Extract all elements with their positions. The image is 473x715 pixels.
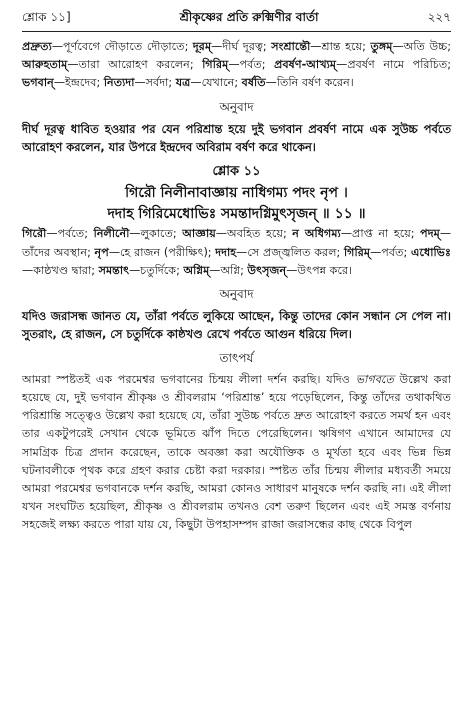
gloss-meaning: তাঁদের অবস্থান; xyxy=(22,245,95,259)
gloss-term: প্রবর্ষণ-আখ্যম্ xyxy=(274,58,337,72)
gloss-term: বর্ষতি xyxy=(241,76,266,90)
gloss-meaning: ইন্দ্রদেব; xyxy=(65,76,104,90)
gloss-meaning: দীর্ঘ দূরত্ব; xyxy=(222,40,272,53)
gloss-meaning: প্রাপ্ত না হয়ে; xyxy=(352,227,421,241)
header-verse-ref: শ্লোক ১১] xyxy=(22,10,71,24)
page-body xyxy=(22,38,451,535)
verse-heading: শ্লোক ১১ xyxy=(212,164,261,180)
gloss-term: উৎসৃজন্ xyxy=(247,263,287,277)
gloss-term: ন অধিগম্য xyxy=(292,227,341,241)
gloss-term: নিত্যদা xyxy=(103,76,135,90)
gloss-meaning: লুকাতে; xyxy=(140,227,183,241)
translation-heading-2: অনুবাদ xyxy=(219,287,254,302)
gloss-meaning: প্রবর্ষণ নামে পরিচিত; xyxy=(347,58,451,72)
gloss-term: প্রদ্রুত্য xyxy=(22,40,52,53)
gloss-meaning: কাষ্ঠখণ্ড দ্বারা; xyxy=(33,263,99,277)
gloss-term: যত্র xyxy=(175,76,191,90)
gloss-term: ভগবান্ xyxy=(22,76,54,90)
purport-text xyxy=(22,371,451,535)
gloss-meaning: অবহিত হয়ে; xyxy=(227,227,293,241)
word-for-word-1: প্রদ্রুত্য—পূর্ণবেগে দৌড়াতে দৌড়াতে; দূরম্—দীর্ঘ দূরত্ব; সংশ্রান্তৌ—শ্রান্ত হয়ে; তুঙ্গম্—অতি উচ্চ; আরুহতাম্—তারা আরোহণ করলেন; গিরিম্—পর্বত; প্রবর্ষণ-আখ্যম্—প্রবর্ষণ নামে পরিচিত; ভগবান্—ইন্দ্রদেব; নিত্যদা—সর্বদা; যত্র—যেখানে; বর্ষতি—তিনি বর্ষণ করেন। xyxy=(22,40,451,90)
page-header xyxy=(22,8,451,30)
gloss-term: গিরৌ xyxy=(22,227,47,241)
gloss-term: এধোভিঃ xyxy=(410,245,451,259)
gloss-term: নৃপ xyxy=(94,245,109,259)
gloss-term: তুঙ্গম্ xyxy=(370,40,393,53)
translation-text-1: দীর্ঘ দূরত্ব ধাবিত হওয়ার পর যেন পরিশ্রান্ত হয়ে দুই ভগবান প্রবর্ষণ নামে এক সুউচ্চ পর্বতে আরোহণ করলেন, যার উপরে ইন্দ্রদেব অবিরাম বর্ষণ করে থাকেন। xyxy=(22,121,451,155)
gloss-meaning: উৎপন্ন করে। xyxy=(297,263,353,277)
gloss-term: আজ্ঞায় xyxy=(182,227,216,241)
word-for-word-2: গিরৌ—পর্বতে; নিলীনৌ—লুকাতে; আজ্ঞায়—অবহিত হয়ে; ন অধিগম্য—প্রাপ্ত না হয়ে; পদম্—তাঁদের অবস্থান; নৃপ—হে রাজন (পরীক্ষিৎ); দদাহ—সে প্রজ্জ্বলিত করল; গিরিম্—পর্বত; এধোভিঃ—কাষ্ঠখণ্ড দ্বারা; সমন্তাৎ—চতুর্দিকে; অগ্নিম্—অগ্নি; উৎসৃজন্—উৎপন্ন করে। xyxy=(22,227,451,277)
gloss-meaning: তিনি বর্ষণ করেন। xyxy=(276,76,354,90)
gloss-meaning: যেখানে; xyxy=(201,76,242,90)
verse-line-2: দদাহ গিরিমেধোভিঃ সমন্তাদগ্নিমুৎসৃজন্ ॥ ১১ ॥ xyxy=(107,206,366,223)
gloss-term: দূরম্ xyxy=(192,40,212,53)
header-page-number: ২২৭ xyxy=(427,10,451,24)
gloss-term: সমন্তাৎ xyxy=(98,263,130,277)
gloss-meaning: সর্বদা; xyxy=(145,76,176,90)
verse-line-1: গিরৌ নিলীনাবাজ্ঞায় নাধিগম্য পদং নৃপ । xyxy=(125,185,348,202)
gloss-meaning: সে প্রজ্জ্বলিত করল; xyxy=(247,245,344,259)
gloss-meaning: পর্বত; xyxy=(381,245,411,259)
gloss-meaning: পর্বত; xyxy=(239,58,275,72)
gloss-meaning: তারা আরোহণ করলেন; xyxy=(78,58,203,72)
gloss-term: সংশ্রান্তৌ xyxy=(271,40,311,53)
purport-heading: তাৎপর্য xyxy=(219,350,254,365)
purport-part-1: আমরা স্পষ্টতই এক পরমেশ্বর ভগবানের চিন্ময় লীলা দর্শন করছি। যদিও xyxy=(22,372,356,386)
header-chapter-title: শ্রীকৃষ্ণের প্রতি রুক্মিণীর বার্তা xyxy=(179,10,319,24)
gloss-term: আরুহতাম্ xyxy=(22,58,68,72)
gloss-term: অগ্নিম্ xyxy=(183,263,210,277)
purport-part-2: উল্লেখ করা হয়েছে যে, দুই ভগবান শ্রীকৃষ্ণ ও শ্রীবলরাম ‘পরিশ্রান্ত’ হয়ে পড়েছিলেন, কিন্তু তাঁদের তথাকথিত পরিশ্রান্তি সত্ত্বেও উল্লেখ করা হয়েছে যে, তাঁরা সুউচ্চ পর্বতে দ্রুত আরোহণ করতে সমর্থ হন এবং তার একটুপরেই সেখান থেকে ভূমিতে ঝাঁপ দিতে পেরেছিলেন। ঋষিগণ এখানে আমাদের যে সামগ্রিক চিত্র প্রদান করেছেন, তাকে অবজ্ঞা করা অযৌক্তিক ও মূর্খতা হবে এবং ভিন্ন ভিন্ন ঘটনাবলীকে পৃথক করে গ্রহণ করার চেষ্টা করা দরকার। স্পষ্টত তাঁর চিন্ময় লীলার মধ্যবর্তী সময়ে আমরা পরমেশ্বর ভগবানকে দর্শন করছি, আমরা কোনও সাধারণ মানুষকে দর্শন করছি না। এই লীলা যখন সংঘটিত হয়েছিল, শ্রীকৃষ্ণ ও শ্রীবলরাম তখনও বেশ তরুণ ছিলেন এবং এই সমস্ত বর্ণনায় সহজেই লক্ষ্য করতে পারা যায় যে, কিছুটা উপহাসম্পদ রাজা জরাসন্ধের কাছ থেকে বিপুল xyxy=(22,372,452,532)
gloss-meaning: চতুর্দিকে; xyxy=(140,263,184,277)
gloss-term: পদম্ xyxy=(420,227,440,241)
gloss-meaning: পূর্ণবেগে দৌড়াতে দৌড়াতে; xyxy=(63,40,193,53)
gloss-term: দদাহ xyxy=(215,245,237,259)
gloss-term: গিরিম্ xyxy=(202,58,229,72)
purport-italic-word: ভাগবতে xyxy=(355,372,394,386)
gloss-meaning: হে রাজন (পরীক্ষিৎ); xyxy=(120,245,216,259)
gloss-term: গিরিম্ xyxy=(343,245,371,259)
translation-text-2: যদিও জরাসন্ধ জানত যে, তাঁরা পর্বতে লুকিয়ে আছেন, কিন্তু তাদের কোন সন্ধান সে পেল না। সুতরাং, হে রাজন, সে চতুর্দিকে কাষ্ঠখণ্ড রেখে পর্বতে আগুন ধরিয়ে দিল। xyxy=(22,309,451,342)
gloss-meaning: পর্বতে; xyxy=(57,227,94,241)
gloss-meaning: অগ্নি; xyxy=(220,263,248,277)
translation-heading-1: অনুবাদ xyxy=(219,99,254,114)
gloss-term: নিলীনৌ xyxy=(93,227,130,241)
gloss-meaning: অতি উচ্চ; xyxy=(403,40,451,53)
header-divider xyxy=(22,31,451,32)
gloss-meaning: শ্রান্ত হয়ে; xyxy=(321,40,371,53)
